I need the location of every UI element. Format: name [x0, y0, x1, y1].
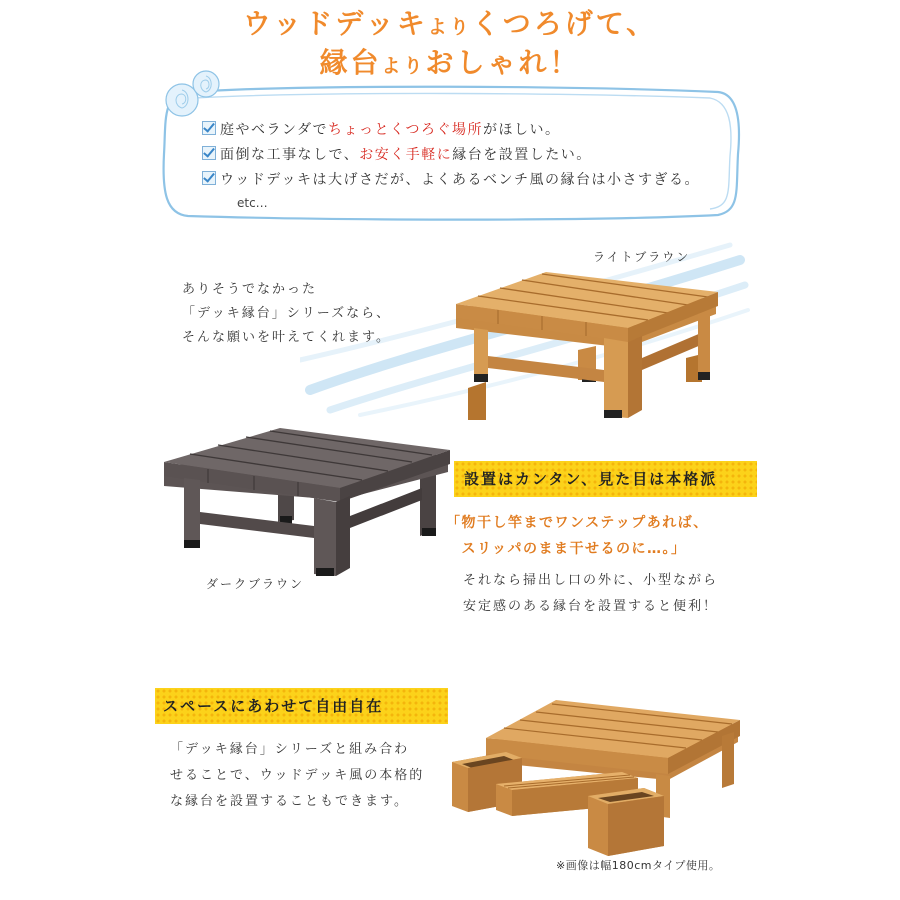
section-title-flexible-layout: スペースにあわせて自由自在: [155, 688, 448, 724]
checklist-highlight: ちょっとくつろぐ場所: [327, 122, 483, 138]
body-line: せることで、ウッドデッキ風の本格的: [170, 768, 425, 783]
headline: [0, 6, 900, 84]
headline-text: ウッドデッキ: [242, 7, 428, 40]
headline-text: おしゃれ！: [425, 46, 581, 79]
dark-brown-label: ダークブラウン: [206, 577, 305, 591]
checkbox-icon: [202, 146, 216, 160]
checklist-text: 面倒な工事なしで、: [220, 147, 360, 163]
checkbox-icon: [202, 171, 216, 185]
wish-checklist: [202, 118, 700, 193]
body-line: 「デッキ縁台」シリーズと組み合わ: [170, 742, 410, 757]
intro-text: [182, 278, 391, 350]
intro-line: そんな願いを叶えてくれます。: [182, 330, 391, 345]
section-title-easy-setup: 設置はカンタン、見た目は本格派: [454, 461, 757, 497]
checklist-text: がほしい。: [482, 122, 561, 138]
headline-text: くつろげて、: [471, 7, 658, 40]
section2-body: [170, 737, 424, 815]
section1-body: [463, 568, 718, 620]
quote-line: 「物干し竿までワンステップあれば、: [446, 515, 709, 531]
headline-small-text: より: [381, 55, 426, 77]
headline-line-1: [0, 6, 900, 45]
rose-decoration-icon: [160, 64, 230, 124]
light-brown-deck-image: [446, 270, 726, 428]
image-caption: ※画像は幅180cmタイプ使用。: [556, 859, 721, 872]
checklist-item: [202, 168, 700, 193]
checklist-highlight: お安く手軽に: [359, 147, 453, 163]
checklist-text: 庭やベランダで: [220, 122, 328, 138]
light-brown-label: ライトブラウン: [593, 250, 691, 264]
checklist-item: [202, 143, 700, 168]
combined-deck-image: [446, 700, 742, 858]
customer-quote: [446, 510, 709, 562]
etc-text: etc…: [237, 196, 268, 210]
body-line: 安定感のある縁台を設置すると便利！: [463, 599, 719, 614]
checklist-text: 縁台を設置したい。: [452, 147, 592, 163]
body-line: な縁台を設置することもできます。: [170, 794, 409, 809]
intro-line: ありそうでなかった: [182, 282, 318, 297]
headline-line-2: [0, 45, 900, 84]
headline-small-text: より: [427, 16, 472, 38]
body-line: それなら掃出し口の外に、小型ながら: [463, 573, 719, 588]
intro-line: 「デッキ縁台」シリーズなら、: [182, 306, 392, 321]
checklist-text: ウッドデッキは大げさだが、よくあるベンチ風の縁台は小さすぎる。: [220, 172, 700, 188]
dark-brown-deck-image: [160, 428, 452, 582]
checkbox-icon: [202, 121, 216, 135]
headline-text: 縁台: [319, 46, 382, 79]
quote-line: スリッパのまま干せるのに…。」: [446, 541, 687, 557]
checklist-item: [202, 118, 700, 143]
